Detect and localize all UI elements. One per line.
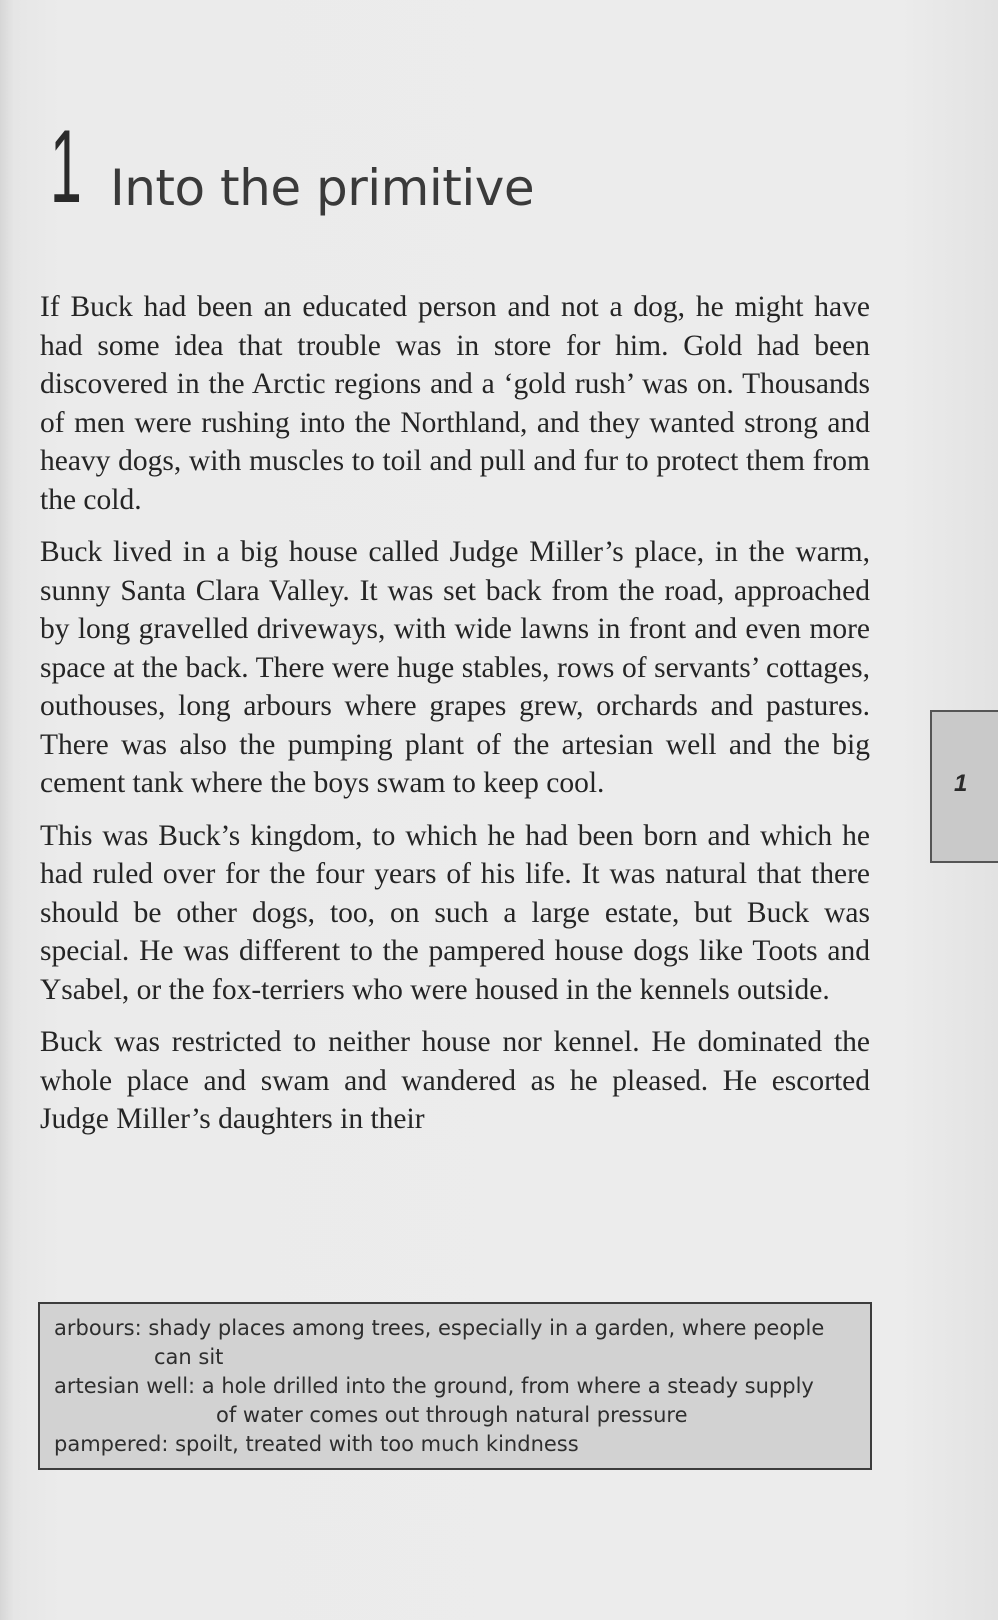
body-text bbox=[40, 288, 870, 1153]
chapter-number: 1 bbox=[50, 109, 82, 225]
side-tab-number: 1 bbox=[954, 770, 968, 797]
glossary-entry-arbours bbox=[54, 1314, 856, 1372]
paragraph-4: Buck was restricted to neither house nor kennel. He dominated the whole place and swam and wandered as he pleased. He escorted Judge Miller’s daughters in their bbox=[40, 1026, 870, 1135]
glossary-entry-pampered bbox=[54, 1430, 856, 1459]
glossary-line: artesian well: a hole drilled into the ground, from where a steady supply bbox=[54, 1374, 814, 1398]
chapter-title: Into the primitive bbox=[110, 159, 535, 217]
paragraph-1: If Buck had been an educated person and not a dog, he might have had some idea that trouble was in store for him. Gold had been discovered in the Arctic regions and a ‘gold rush’ was on. Thousands of men were rushing into the Northland, and they wanted strong and heavy dogs, with muscles to toil and pull and fur to protect them from the cold. bbox=[40, 291, 870, 516]
glossary-line-continued: of water comes out through natural pressure bbox=[216, 1403, 688, 1427]
glossary-entry-artesian-well bbox=[54, 1372, 856, 1430]
glossary-line: arbours: shady places among trees, especially in a garden, where people bbox=[54, 1316, 825, 1340]
chapter-heading bbox=[50, 109, 535, 225]
paragraph-3: This was Buck’s kingdom, to which he had been born and which he had ruled over for the four years of his life. It was natural that there should be other dogs, too, on such a large estate, but Buck was special. He was different to the pampered house dogs like Toots and Ysabel, or the fox-terriers who were housed in the kennels outside. bbox=[40, 819, 870, 1006]
glossary-box bbox=[38, 1302, 872, 1470]
glossary-line-continued: can sit bbox=[154, 1345, 224, 1369]
chapter-side-tab bbox=[930, 710, 998, 863]
glossary-line: pampered: spoilt, treated with too much kindness bbox=[54, 1432, 579, 1456]
paragraph-2: Buck lived in a big house called Judge Miller’s place, in the warm, sunny Santa Clara Valley. It was set back from the road, approached by long gravelled driveways, with wide lawns in front and even more space at the back. There were huge stables, rows of servants’ cottages, outhouses, long arbours where grapes grew, orchards and pastures. There was also the pumping plant of the artesian well and the big cement tank where the boys swam to keep cool. bbox=[40, 536, 870, 799]
